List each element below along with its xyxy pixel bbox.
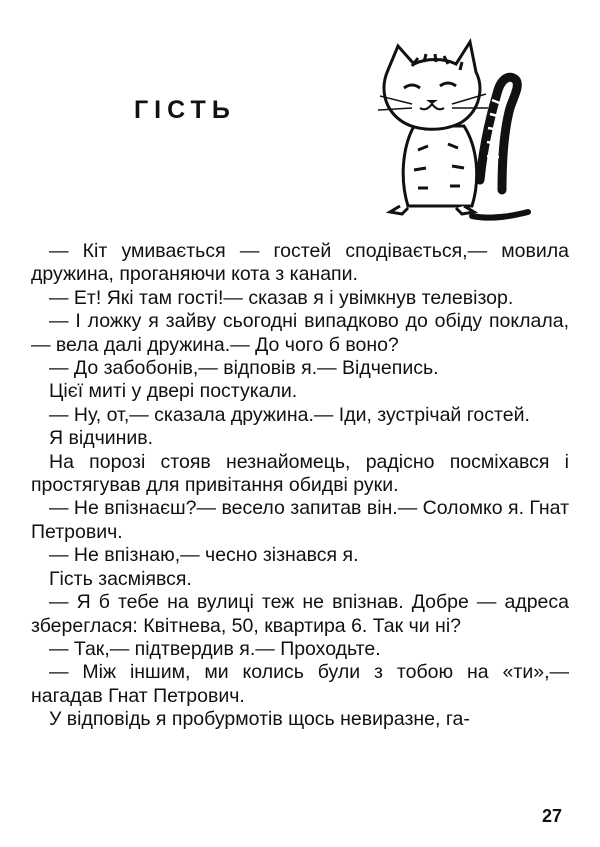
story-title: ГІСТЬ: [134, 96, 236, 124]
paragraph: — Між іншим, ми колись були з тобою на «ти»,— нагадав Гнат Петрович.: [31, 661, 569, 707]
paragraph: — Кіт умивається — гостей сподівається,— мовила дружина, проганяючи кота з канапи.: [31, 240, 569, 286]
paragraph: — Не впізнаєш?— весело запитав він.— Соломко я. Гнат Петрович.: [31, 497, 569, 543]
paragraph: — Ну, от,— сказала дружина.— Іди, зустрічай гостей.: [49, 403, 530, 426]
cat-illustration: [352, 30, 532, 226]
page-number: 27: [542, 806, 563, 826]
paragraph: — Так,— підтвердив я.— Проходьте.: [49, 637, 381, 660]
paragraph: — Я б тебе на вулиці теж не впізнав. Добре — адреса збереглася: Квітнева, 50, квартира 6. Так чи ні?: [31, 591, 569, 637]
paragraph: — Не впізнаю,— чесно зізнався я.: [49, 544, 359, 567]
paragraph: Цієї миті у двері постукали.: [49, 380, 298, 403]
paragraph: — Ет! Які там гості!— сказав я і увімкнув телевізор.: [49, 286, 514, 309]
paragraph: Гість засміявся.: [49, 567, 192, 590]
paragraph: Я відчинив.: [49, 427, 154, 450]
paragraph: — І ложку я зайву сьогодні випадково до обіду поклала,— вела далі дружина.— До чого б воно?: [31, 310, 569, 356]
paragraph: На порозі стояв незнайомець, радісно посміхався і простягував для привітання обидві руки.: [31, 450, 569, 497]
paragraph: У відповідь я пробурмотів щось невиразне, га-: [49, 708, 470, 731]
story-text: [31, 240, 569, 732]
paragraph: — До забобонів,— відповів я.— Відчепись.: [49, 357, 439, 380]
